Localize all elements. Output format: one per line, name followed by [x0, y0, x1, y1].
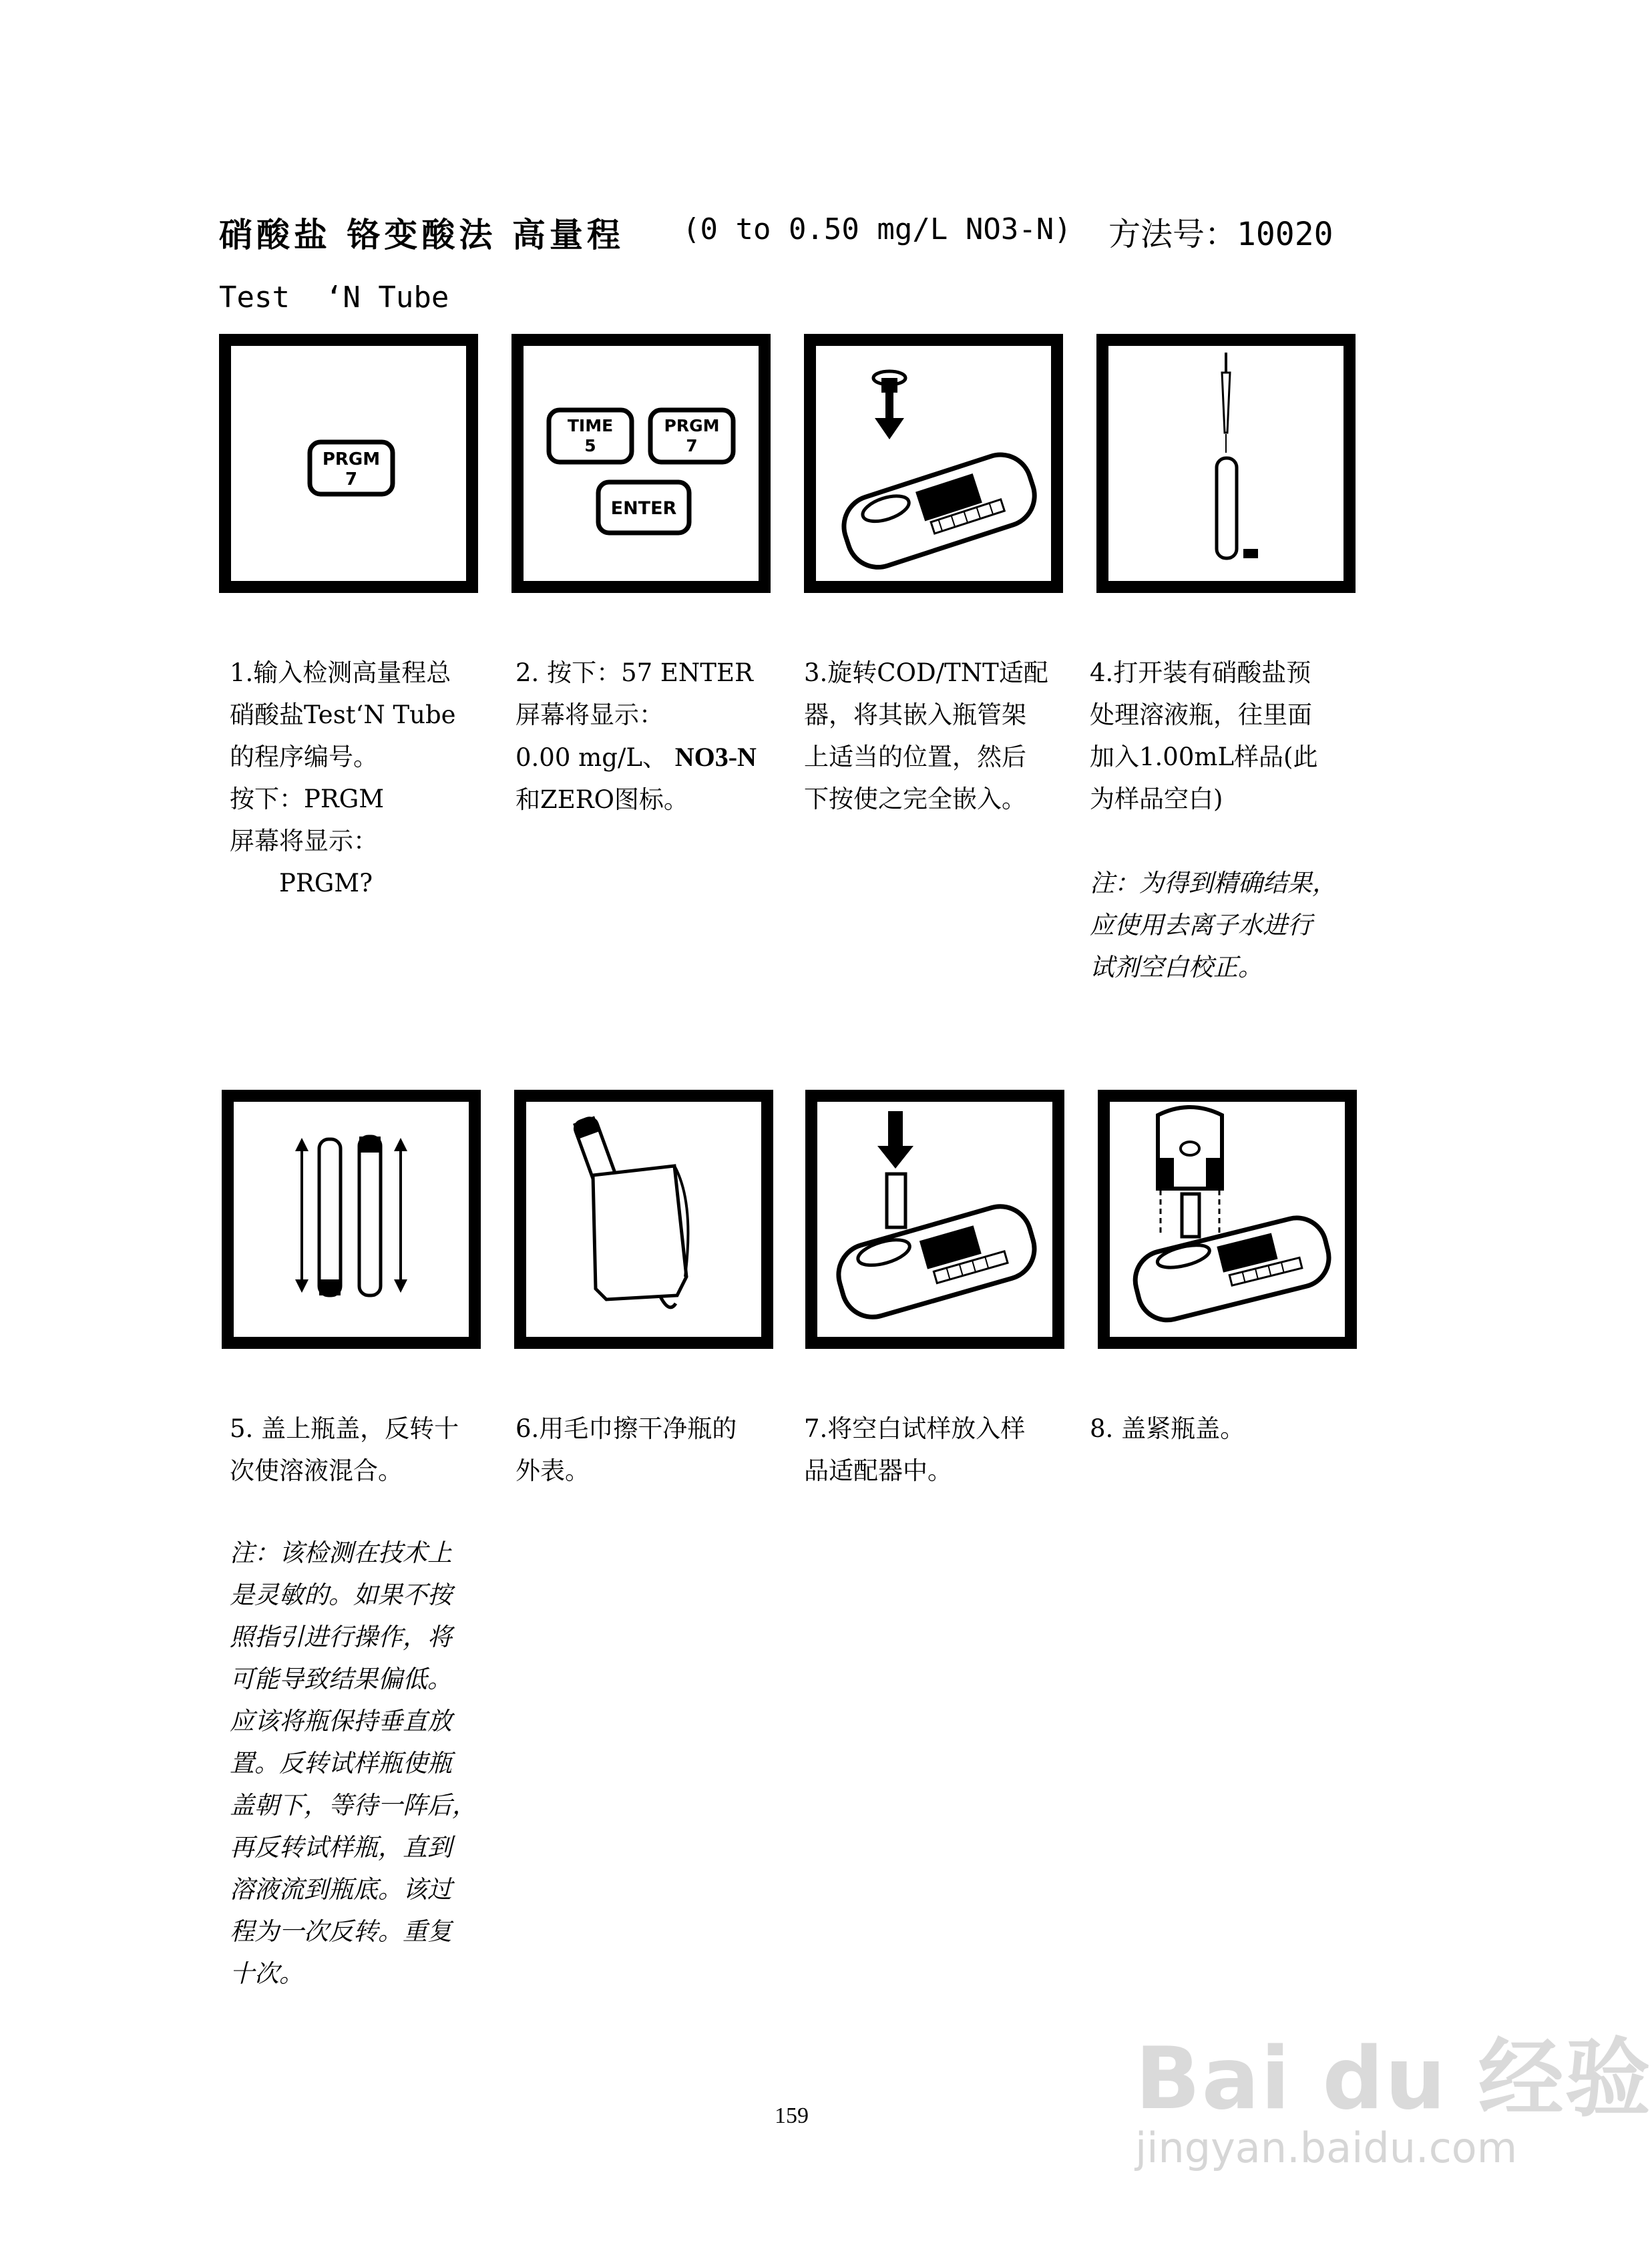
panel-step-2	[511, 334, 771, 593]
step-3-line: 下按使之完全嵌入。	[804, 785, 1026, 813]
step-4-text	[1090, 652, 1354, 988]
step-5-text	[230, 1408, 493, 1995]
step-5-note: 是灵敏的。如果不按	[230, 1581, 452, 1609]
cover-vial-illustration	[1110, 1102, 1345, 1337]
step-5-line: 次使溶液混合。	[230, 1456, 403, 1485]
step-4-line: 为样品空白)	[1090, 785, 1223, 813]
step-1-line: 屏幕将显示：	[230, 827, 378, 855]
step-6-text	[515, 1408, 779, 1492]
insert-blank-illustration	[817, 1102, 1052, 1337]
step-1-line: PRGM?	[230, 869, 373, 897]
step-3-text	[804, 652, 1068, 820]
panel-step-5	[222, 1090, 481, 1349]
step-5-note: 注：该检测在技术上	[230, 1539, 452, 1567]
page-title: 硝酸盐 铬变酸法 高量程	[219, 216, 624, 254]
step-5-note: 溶液流到瓶底。该过	[230, 1875, 452, 1904]
step-5-note: 再反转试样瓶，直到	[230, 1833, 452, 1862]
panel-step-6	[514, 1090, 773, 1349]
step-5-note: 盖朝下，等待一阵后，	[230, 1791, 477, 1820]
step-5-note: 可能导致结果偏低。	[230, 1665, 452, 1693]
step-6-line: 外表。	[515, 1456, 590, 1485]
step-5-line: 5. 盖上瓶盖，反转十	[230, 1414, 459, 1443]
pipette-vial-illustration	[1108, 346, 1344, 581]
enter-key-label: ENTER	[610, 498, 677, 519]
step-1-line: 1.输入检测高量程总	[230, 658, 451, 687]
step-2-line	[515, 736, 779, 779]
step-2-unit-label: NO3-N	[674, 742, 757, 772]
page-subtitle: Test ‘N Tube	[219, 280, 449, 315]
time-key-label: TIME	[567, 416, 614, 435]
step-5-note: 应该将瓶保持垂直放	[230, 1707, 452, 1735]
step-3-line: 3.旋转COD/TNT适配	[804, 658, 1048, 687]
step-4-note: 应使用去离子水进行	[1090, 911, 1312, 940]
step-4-line: 4.打开装有硝酸盐预	[1090, 658, 1311, 687]
step-1-line: 的程序编号。	[230, 743, 378, 771]
step-5-note: 程为一次反转。重复	[230, 1917, 452, 1946]
page-number: 159	[775, 2103, 809, 2128]
prgm-key-label: PRGM	[664, 416, 720, 435]
wipe-vial-illustration	[526, 1102, 761, 1337]
step-8-line: 8. 盖紧瓶盖。	[1090, 1414, 1245, 1443]
step-5-note: 照指引进行操作，将	[230, 1623, 452, 1651]
step-1-line: 硝酸盐Test‘N Tube	[230, 700, 456, 729]
prgm-key-illustration	[231, 346, 466, 581]
step-5-note: 置。反转试样瓶使瓶	[230, 1749, 452, 1778]
step-3-line: 上适当的位置，然后	[804, 743, 1026, 771]
invert-vial-illustration	[234, 1102, 469, 1337]
step-2-line: 屏幕将显示：	[515, 700, 664, 729]
panel-step-4	[1096, 334, 1356, 593]
measurement-range: (0 to 0.50 mg/L NO3-N)	[682, 212, 1072, 246]
step-4-line: 加入1.00mL样品(此	[1090, 743, 1318, 771]
time-key-number: 5	[584, 436, 596, 455]
step-2-text	[515, 652, 779, 821]
prgm-key-label: PRGM	[322, 449, 381, 469]
step-1-line: 按下：PRGM	[230, 785, 385, 813]
baidu-watermark-url: jingyan.baidu.com	[1135, 2123, 1518, 2172]
step-4-note: 注：为得到精确结果，	[1090, 869, 1337, 897]
panel-step-8	[1098, 1090, 1357, 1349]
step-7-line: 品适配器中。	[804, 1456, 952, 1485]
adapter-insert-illustration	[816, 346, 1051, 581]
step-4-note: 试剂空白校正。	[1090, 953, 1263, 982]
panel-step-1	[219, 334, 478, 593]
step-2-line: 2. 按下：57 ENTER	[515, 658, 753, 687]
prgm-key-number: 7	[686, 436, 698, 455]
panel-step-3	[804, 334, 1063, 593]
step-8-text	[1090, 1408, 1354, 1450]
step-2-line: 和ZERO图标。	[515, 785, 688, 814]
step-1-text	[230, 652, 493, 904]
keypad-illustration	[524, 346, 759, 581]
step-2-reading: 0.00 mg/L、	[515, 743, 667, 772]
panel-step-7	[805, 1090, 1064, 1349]
step-3-line: 器，将其嵌入瓶管架	[804, 700, 1026, 729]
prgm-key-number: 7	[345, 469, 358, 489]
step-6-line: 6.用毛巾擦干净瓶的	[515, 1414, 737, 1443]
baidu-watermark-logo: Bai du 经验	[1135, 2029, 1652, 2129]
step-7-line: 7.将空白试样放入样	[804, 1414, 1026, 1443]
step-4-line: 处理溶液瓶，往里面	[1090, 700, 1312, 729]
step-5-note: 十次。	[230, 1959, 304, 1988]
step-7-text	[804, 1408, 1068, 1492]
method-number: 方法号：10020	[1108, 216, 1333, 253]
